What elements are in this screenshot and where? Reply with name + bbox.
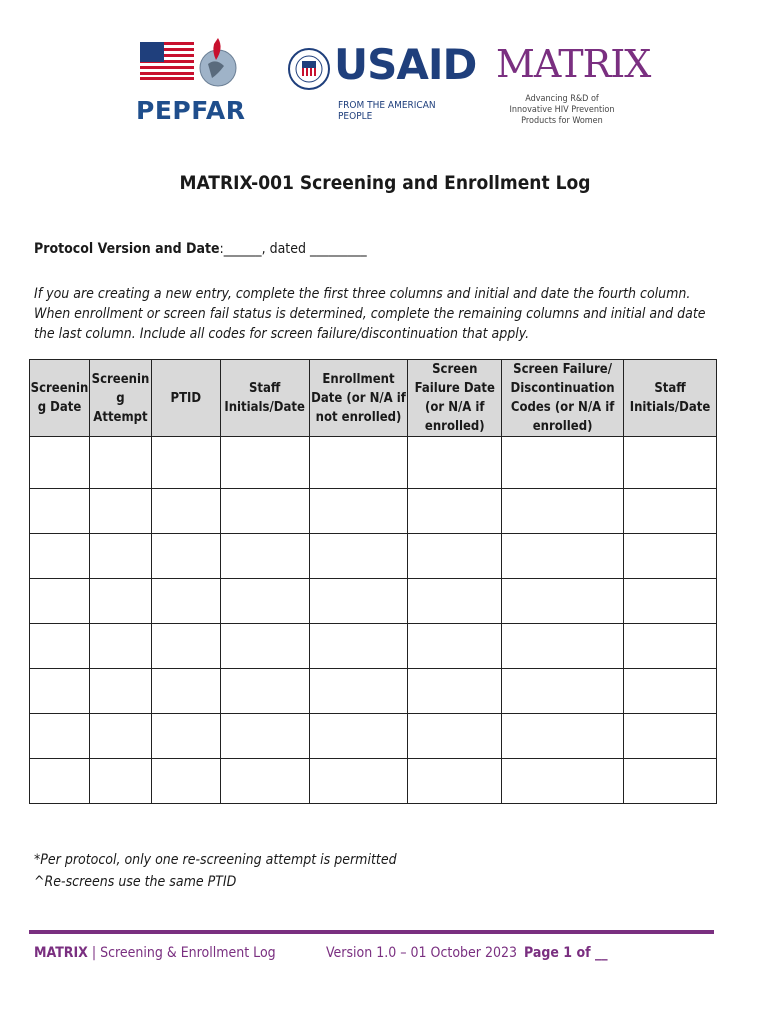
table-cell[interactable] bbox=[309, 437, 408, 489]
table-cell[interactable] bbox=[220, 579, 309, 624]
table-cell[interactable] bbox=[502, 579, 624, 624]
table-cell[interactable] bbox=[408, 759, 502, 804]
logo-bar bbox=[0, 20, 770, 130]
table-cell[interactable] bbox=[309, 669, 408, 714]
table-cell[interactable] bbox=[89, 759, 151, 804]
pepfar-logo bbox=[136, 28, 256, 128]
table-cell[interactable] bbox=[220, 624, 309, 669]
screening-log-table bbox=[29, 359, 717, 804]
usaid-wordmark: USAID bbox=[334, 40, 477, 89]
footnote-rescreen-limit: *Per protocol, only one re-screening attempt is permitted bbox=[34, 852, 397, 868]
table-cell[interactable] bbox=[89, 714, 151, 759]
header-screening-date: Screenin g Date bbox=[30, 360, 90, 437]
table-cell[interactable] bbox=[151, 714, 220, 759]
header-screening-attempt: Screenin g Attempt bbox=[89, 360, 151, 437]
page-title: MATRIX-001 Screening and Enrollment Log bbox=[179, 172, 591, 194]
pepfar-wordmark: PEPFAR bbox=[136, 96, 246, 125]
footer-brand-suffix: | Screening & Enrollment Log bbox=[87, 945, 276, 961]
table-cell[interactable] bbox=[89, 534, 151, 579]
table-cell[interactable] bbox=[408, 489, 502, 534]
table-cell[interactable] bbox=[309, 534, 408, 579]
table-cell[interactable] bbox=[309, 714, 408, 759]
globe-ribbon-icon bbox=[194, 34, 238, 90]
table-cell[interactable] bbox=[408, 669, 502, 714]
table-cell[interactable] bbox=[624, 624, 717, 669]
table-cell[interactable] bbox=[89, 489, 151, 534]
protocol-value: :______, dated _________ bbox=[219, 241, 367, 257]
us-flag-icon bbox=[140, 42, 194, 80]
table-cell[interactable] bbox=[220, 714, 309, 759]
header-staff-initials-date-final: Staff Initials/Date bbox=[624, 360, 717, 437]
footer-divider bbox=[29, 930, 714, 934]
table-cell[interactable] bbox=[624, 437, 717, 489]
footer-brand-name: MATRIX bbox=[34, 945, 88, 961]
usaid-seal-icon bbox=[288, 48, 330, 90]
footer-page-number: Page 1 of __ bbox=[524, 945, 608, 961]
table-cell[interactable] bbox=[30, 714, 90, 759]
header-failure-codes: Screen Failure/ Discontinuation Codes (or N/A if enrolled) bbox=[502, 360, 624, 437]
footer-brand bbox=[34, 945, 276, 961]
matrix-wordmark: MATRIX bbox=[496, 42, 651, 86]
table-cell[interactable] bbox=[30, 534, 90, 579]
table-cell[interactable] bbox=[502, 624, 624, 669]
table-cell[interactable] bbox=[220, 759, 309, 804]
table-row bbox=[30, 437, 717, 489]
table-cell[interactable] bbox=[309, 759, 408, 804]
instructions-text: If you are creating a new entry, complete the first three columns and initial and date the fourth column. When enrollment or screen fail status is determined, complete the remaining columns and initial and date the last column. Include all codes for screen failure/discontinuation that apply. bbox=[34, 286, 706, 342]
table-cell[interactable] bbox=[151, 624, 220, 669]
header-enrollment-date: Enrollment Date (or N/A if not enrolled) bbox=[309, 360, 408, 437]
table-cell[interactable] bbox=[624, 714, 717, 759]
table-cell[interactable] bbox=[220, 437, 309, 489]
table-cell[interactable] bbox=[502, 714, 624, 759]
table-cell[interactable] bbox=[309, 579, 408, 624]
table-header-row bbox=[30, 360, 717, 437]
usaid-logo bbox=[288, 40, 477, 124]
table-cell[interactable] bbox=[89, 669, 151, 714]
table-cell[interactable] bbox=[151, 759, 220, 804]
table-cell[interactable] bbox=[309, 624, 408, 669]
table-cell[interactable] bbox=[220, 534, 309, 579]
table-cell[interactable] bbox=[408, 714, 502, 759]
footer-version: Version 1.0 – 01 October 2023 bbox=[326, 945, 517, 961]
table-cell[interactable] bbox=[220, 669, 309, 714]
table-cell[interactable] bbox=[502, 437, 624, 489]
matrix-logo bbox=[496, 42, 651, 128]
table-cell[interactable] bbox=[30, 669, 90, 714]
protocol-line bbox=[34, 241, 367, 257]
table-cell[interactable] bbox=[408, 624, 502, 669]
header-ptid: PTID bbox=[151, 360, 220, 437]
table-cell[interactable] bbox=[408, 437, 502, 489]
table-cell[interactable] bbox=[502, 489, 624, 534]
table-row bbox=[30, 489, 717, 534]
table-row bbox=[30, 534, 717, 579]
table-cell[interactable] bbox=[408, 579, 502, 624]
table-cell[interactable] bbox=[151, 579, 220, 624]
protocol-label: Protocol Version and Date bbox=[34, 241, 220, 257]
table-cell[interactable] bbox=[624, 669, 717, 714]
table-body bbox=[30, 437, 717, 804]
table-cell[interactable] bbox=[89, 624, 151, 669]
table-cell[interactable] bbox=[89, 579, 151, 624]
table-cell[interactable] bbox=[151, 489, 220, 534]
table-cell[interactable] bbox=[309, 489, 408, 534]
table-cell[interactable] bbox=[624, 579, 717, 624]
table-cell[interactable] bbox=[151, 669, 220, 714]
table-row bbox=[30, 624, 717, 669]
table-row bbox=[30, 759, 717, 804]
table-cell[interactable] bbox=[89, 437, 151, 489]
table-cell[interactable] bbox=[624, 534, 717, 579]
table-cell[interactable] bbox=[30, 489, 90, 534]
table-cell[interactable] bbox=[30, 437, 90, 489]
header-screen-failure-date: Screen Failure Date (or N/A if enrolled) bbox=[408, 360, 502, 437]
table-cell[interactable] bbox=[30, 759, 90, 804]
table-row bbox=[30, 669, 717, 714]
table-cell[interactable] bbox=[151, 534, 220, 579]
table-cell[interactable] bbox=[624, 489, 717, 534]
table-cell[interactable] bbox=[408, 534, 502, 579]
table-cell[interactable] bbox=[151, 437, 220, 489]
footnotes bbox=[34, 849, 397, 893]
table-cell[interactable] bbox=[502, 534, 624, 579]
footnote-same-ptid: ^Re-screens use the same PTID bbox=[34, 874, 237, 890]
table-cell[interactable] bbox=[502, 759, 624, 804]
table-cell[interactable] bbox=[220, 489, 309, 534]
usaid-tagline: FROM THE AMERICAN PEOPLE bbox=[338, 100, 436, 122]
table-cell[interactable] bbox=[30, 579, 90, 624]
matrix-tagline: Advancing R&D of Innovative HIV Prevention Products for Women bbox=[509, 94, 615, 126]
table-cell[interactable] bbox=[624, 759, 717, 804]
table-cell[interactable] bbox=[502, 669, 624, 714]
header-staff-initials-date: Staff Initials/Date bbox=[220, 360, 309, 437]
page-footer bbox=[34, 945, 714, 965]
table-cell[interactable] bbox=[30, 624, 90, 669]
table-row bbox=[30, 579, 717, 624]
table-row bbox=[30, 714, 717, 759]
